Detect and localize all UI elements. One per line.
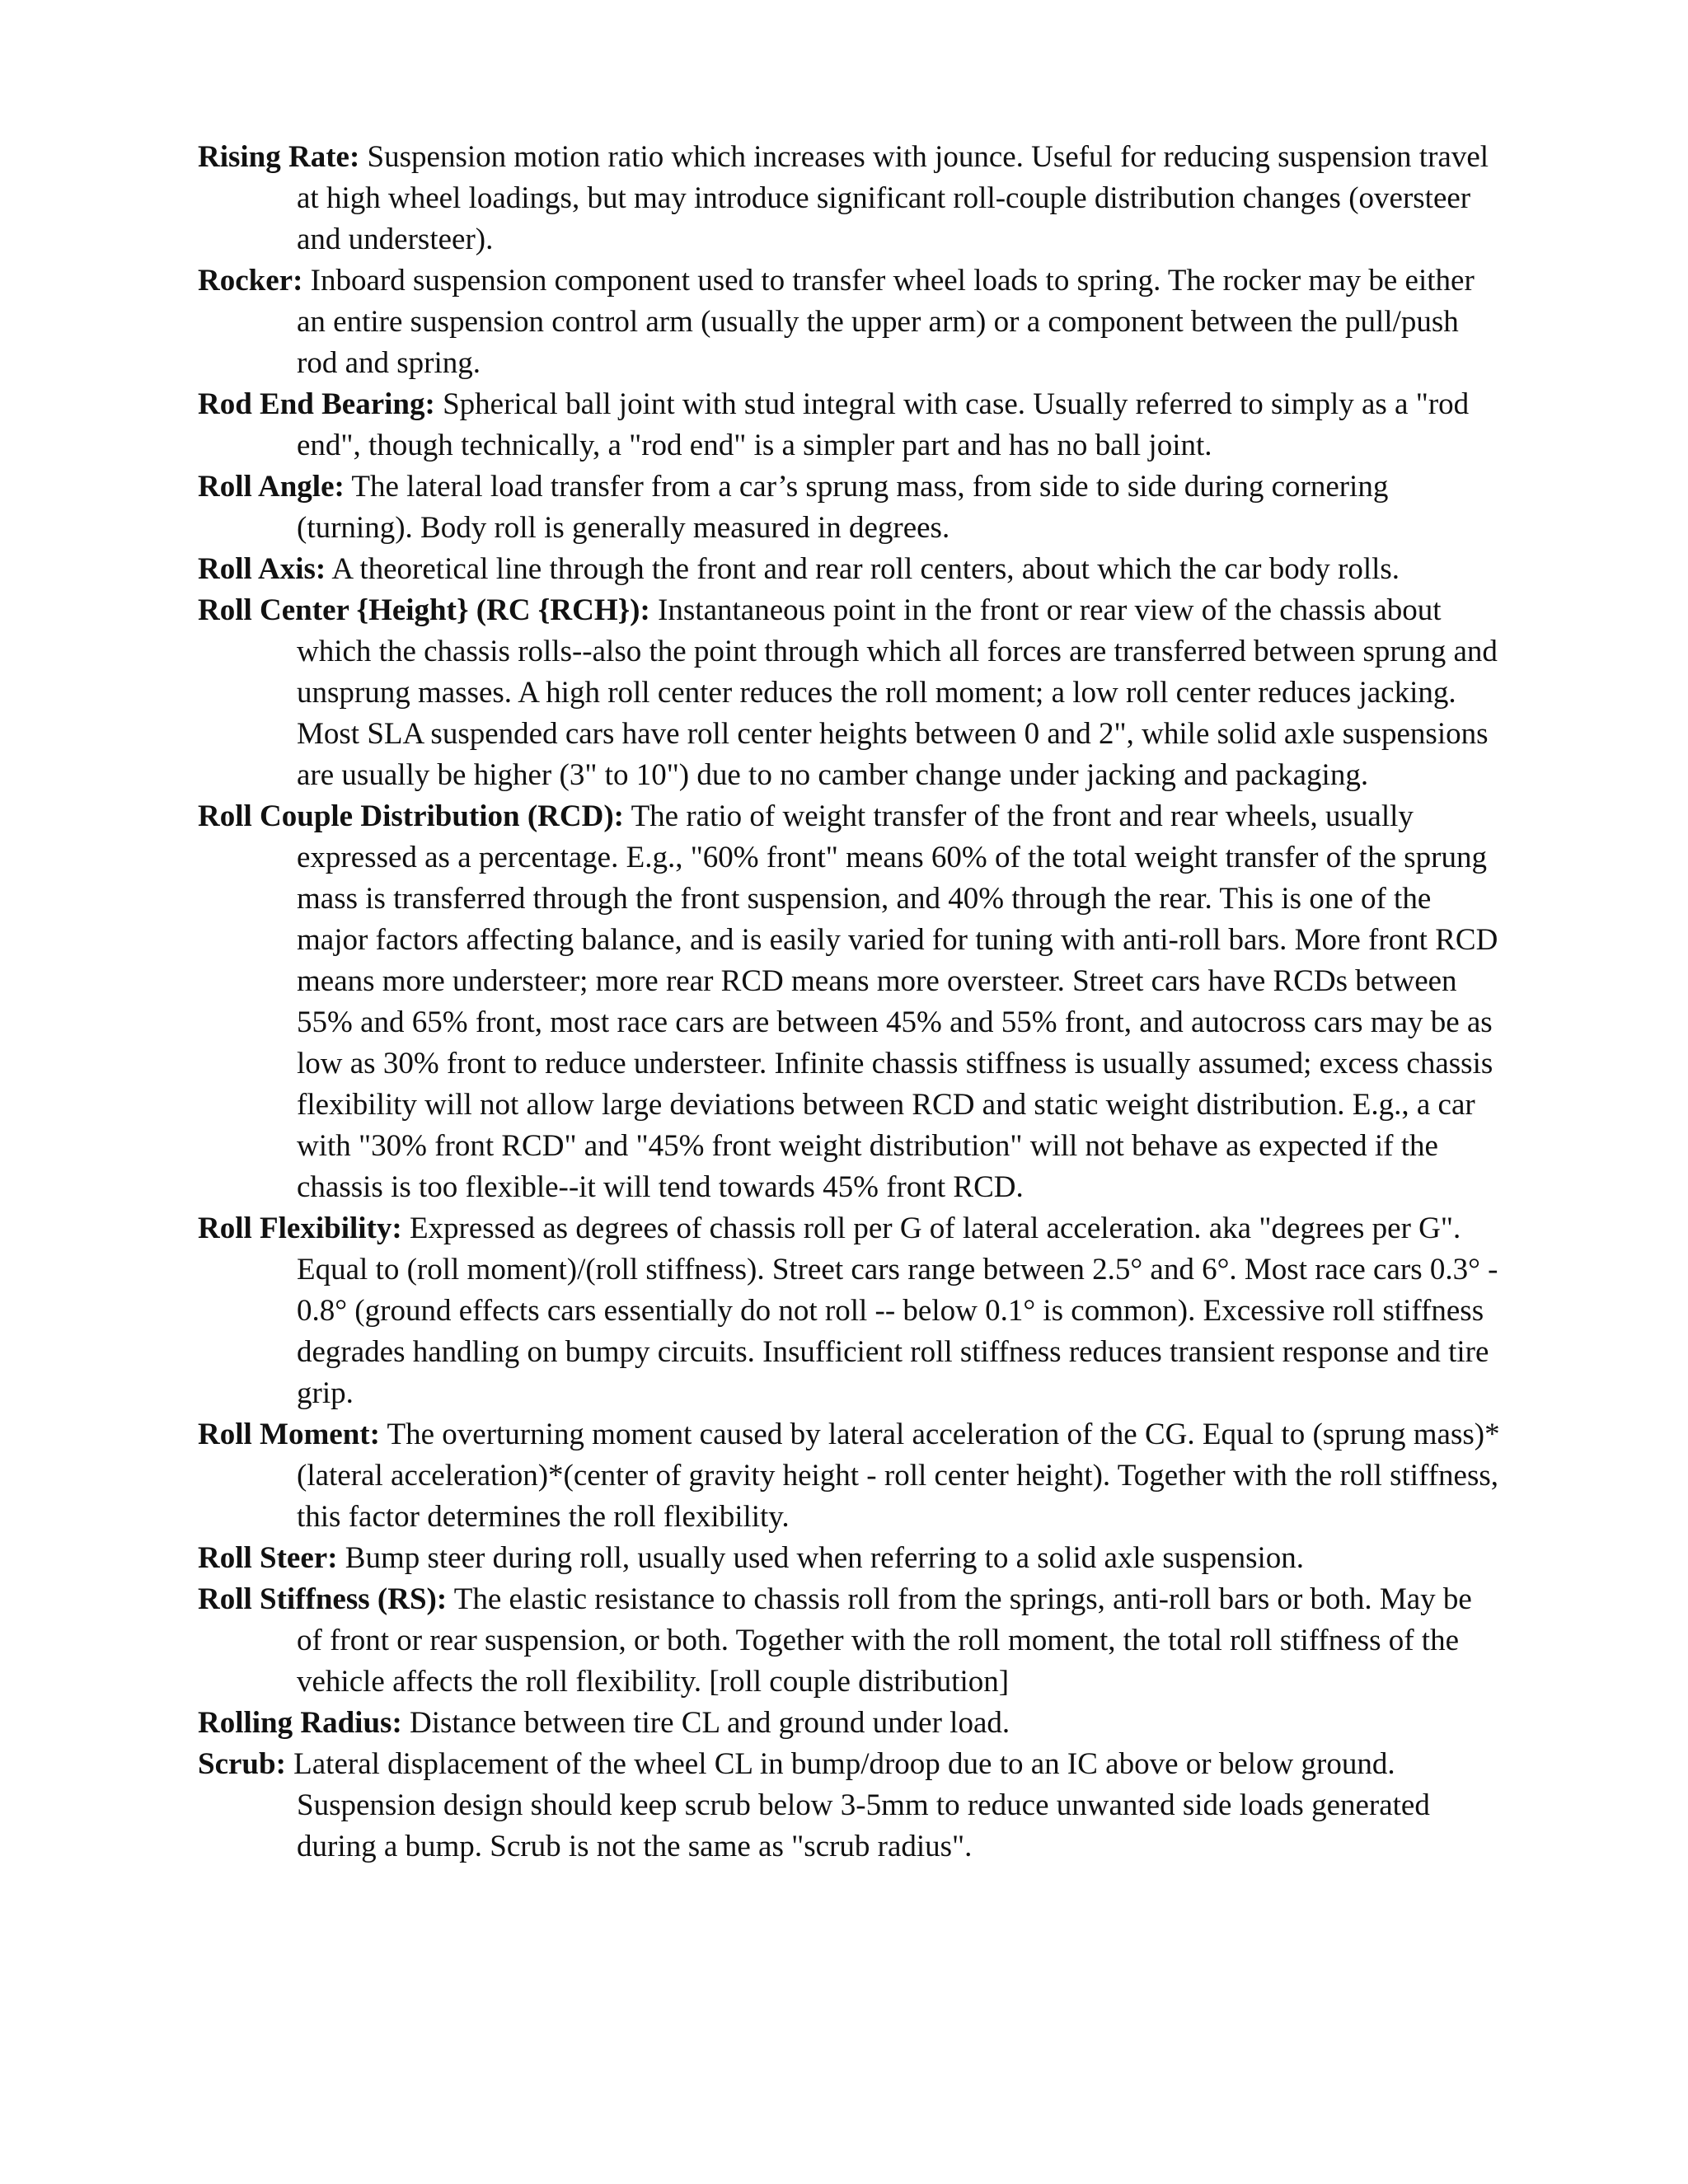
- glossary-definition: The overturning moment caused by lateral acceleration of the CG. Equal to (sprung mass)*(lateral acceleration)*(center of gravity height - roll center height). Together with the roll stiffness, this factor determines the roll flexibility.: [297, 1418, 1500, 1534]
- glossary-term: Rolling Radius:: [198, 1706, 402, 1740]
- glossary-term: Roll Stiffness (RS):: [198, 1582, 448, 1616]
- glossary-term: Roll Couple Distribution (RCD):: [198, 799, 624, 833]
- glossary-entry-roll-stiffness: [198, 1579, 1500, 1703]
- glossary-entry-rolling-radius: [198, 1703, 1500, 1744]
- glossary-term: Roll Flexibility:: [198, 1212, 402, 1245]
- glossary-entry-roll-moment: [198, 1414, 1500, 1538]
- glossary-definition: A theoretical line through the front and rear roll centers, about which the car body rolls.: [326, 552, 1400, 586]
- glossary-term: Roll Steer:: [198, 1541, 338, 1575]
- glossary-entry-roll-flexibility: [198, 1208, 1500, 1414]
- glossary-definition: Expressed as degrees of chassis roll per G of lateral acceleration. aka "degrees per G". Equal to (roll moment)/(roll stiffness). Street cars range between 2.5° and 6°. Most race cars 0.3° - 0.8° (ground effects cars essentially do not roll -- below 0.1° is common). Excessive roll stiffness degrades handling on bumpy circuits. Insufficient roll stiffness reduces transient response and tire grip.: [297, 1212, 1498, 1410]
- glossary-entry-rising-rate: [198, 137, 1500, 260]
- glossary-page: [198, 137, 1500, 1868]
- glossary-term: Rocker:: [198, 264, 303, 298]
- glossary-term: Rising Rate:: [198, 140, 360, 174]
- glossary-definition: Bump steer during roll, usually used when referring to a solid axle suspension.: [337, 1541, 1305, 1575]
- glossary-definition: The elastic resistance to chassis roll from the springs, anti-roll bars or both. May be of front or rear suspension, or both. Together with the roll moment, the total roll stiffness of the vehicle affects the roll flexibility. [roll couple distribution]: [297, 1582, 1472, 1699]
- glossary-entry-scrub: [198, 1744, 1500, 1868]
- glossary-definition: Inboard suspension component used to transfer wheel loads to spring. The rocker may be either an entire suspension control arm (usually the upper arm) or a component between the pull/push rod and spring.: [297, 264, 1475, 380]
- glossary-entry-roll-axis: [198, 549, 1500, 590]
- glossary-definition: The ratio of weight transfer of the front and rear wheels, usually expressed as a percentage. E.g., "60% front" means 60% of the total weight transfer of the sprung mass is transferred through the front suspension, and 40% through the rear. This is one of the major factors affecting balance, and is easily varied for tuning with anti-roll bars. More front RCD means more understeer; more rear RCD means more oversteer. Street cars have RCDs between 55% and 65% front, most race cars are between 45% and 55% front, and autocross cars may be as low as 30% front to reduce understeer. Infinite chassis stiffness is usually assumed; excess chassis flexibility will not allow large deviations between RCD and static weight distribution. E.g., a car with "30% front RCD" and "45% front weight distribution" will not behave as expected if the chassis is too flexible--it will tend towards 45% front RCD.: [297, 799, 1498, 1204]
- glossary-definition: The lateral load transfer from a car’s sprung mass, from side to side during cornering (turning). Body roll is generally measured in degrees.: [297, 470, 1389, 545]
- glossary-entry-roll-steer: [198, 1538, 1500, 1579]
- glossary-definition: Instantaneous point in the front or rear view of the chassis about which the chassis rolls--also the point through which all forces are transferred between sprung and unsprung masses. A high roll center reduces the roll moment; a low roll center reduces jacking. Most SLA suspended cars have roll center heights between 0 and 2", while solid axle suspensions are usually be higher (3" to 10") due to no camber change under jacking and packaging.: [297, 593, 1498, 792]
- glossary-term: Roll Axis:: [198, 552, 326, 586]
- glossary-entry-roll-couple-distribution: [198, 796, 1500, 1208]
- glossary-definition: Suspension motion ratio which increases with jounce. Useful for reducing suspension travel at high wheel loadings, but may introduce significant roll-couple distribution changes (oversteer and understeer).: [297, 140, 1489, 256]
- glossary-entry-roll-center: [198, 590, 1500, 796]
- glossary-term: Scrub:: [198, 1747, 286, 1781]
- glossary-entry-roll-angle: [198, 466, 1500, 549]
- glossary-term: Roll Moment:: [198, 1418, 380, 1451]
- glossary-term: Roll Angle:: [198, 470, 345, 504]
- glossary-definition: Spherical ball joint with stud integral with case. Usually referred to simply as a "rod end", though technically, a "rod end" is a simpler part and has no ball joint.: [297, 387, 1470, 462]
- glossary-term: Roll Center {Height} (RC {RCH}):: [198, 593, 650, 627]
- glossary-entry-rod-end-bearing: [198, 384, 1500, 466]
- glossary-entry-rocker: [198, 260, 1500, 384]
- glossary-definition: Distance between tire CL and ground under load.: [401, 1706, 1010, 1740]
- glossary-definition: Lateral displacement of the wheel CL in bump/droop due to an IC above or below ground. Suspension design should keep scrub below 3-5mm to reduce unwanted side loads generated during a bump. Scrub is not the same as "scrub radius".: [285, 1747, 1430, 1863]
- glossary-term: Rod End Bearing:: [198, 387, 435, 421]
